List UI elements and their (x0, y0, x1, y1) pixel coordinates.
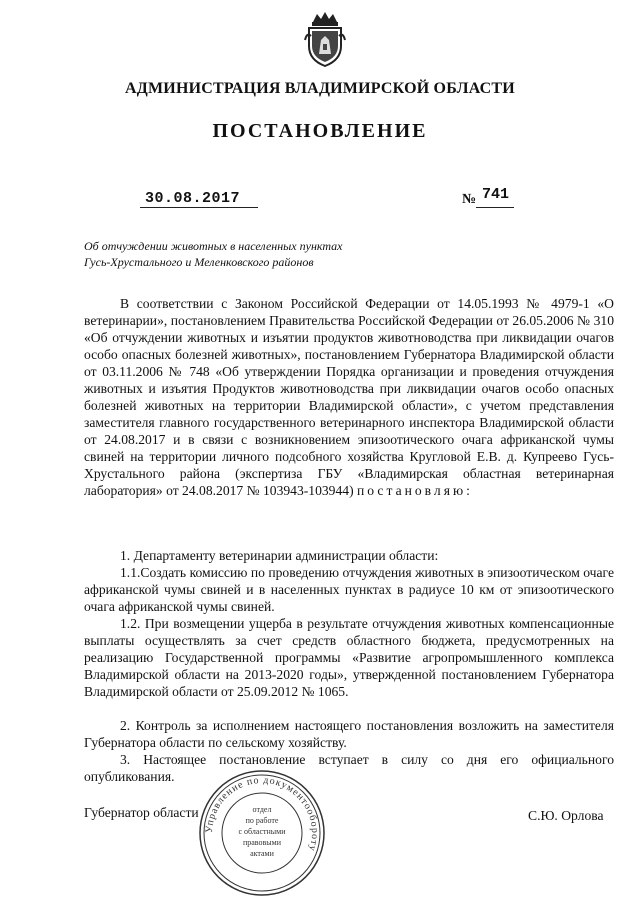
clause-1: 1. Департаменту ветеринарии администрации области: (120, 548, 439, 563)
date-underline (140, 207, 258, 208)
stamp-line-3: с областными (238, 827, 286, 836)
subject-line-1: Об отчуждении животных в населенных пунктах (84, 239, 343, 253)
number-label: № (462, 192, 477, 207)
stamp-line-4: правовыми (242, 838, 282, 847)
organization-name: АДМИНИСТРАЦИЯ ВЛАДИМИРСКОЙ ОБЛАСТИ (125, 80, 515, 97)
resolution-keyword: постановляю: (357, 483, 473, 498)
number-underline (476, 207, 514, 208)
preamble-text: В соответствии с Законом Российской Федерации от 14.05.1993 № 4979-1 «О ветеринарии», постановлением Правительства Российской Федерации от 26.05.2006 № 310 «Об отчуждении животных и изъятии продуктов животноводства при ликвидации очагов особо опасных болезней животных», постановлением Губернатора Владимирской области от 03.11.2006 № 748 «Об утверждении Порядка организации и проведения отчуждения животных и изъятия Продуктов животноводства при ликвидации очагов особо опасных болезней животных на территории Владимирской области», с учетом представления заместителя главного государственного ветеринарного инспектора Владимирской области от 24.08.2017 и в связи с возникновением эпизоотического очага африканской чумы свиней на территории личного подсобного хозяйства Кругловой Е.В. д. Купреево Гусь-Хрустального района (экспертиза ГБУ «Владимирская областная ветеринарная лаборатория» от 24.08.2017 № 103943-103944) (84, 296, 614, 498)
subject-line-2: Гусь-Хрустального и Меленковского районов (84, 255, 314, 269)
document-subject (84, 238, 343, 270)
clause-3: 3. Настоящее постановление вступает в силу со дня его официального опубликования. (84, 752, 614, 784)
coat-of-arms-icon (303, 10, 347, 68)
document-date: 30.08.2017 (145, 190, 241, 207)
clause-1-1: 1.1.Создать комиссию по проведению отчуждения животных в эпизоотическом очаге африканской чумы свиней и в населенных пунктах в радиусе 10 км от эпизоотического очага африканской чумы свиней. (84, 565, 614, 614)
office-stamp (197, 768, 327, 898)
clause-1-2: 1.2. При возмещении ущерба в результате отчуждения животных компенсационные выплаты осуществлять за счет средств областного бюджета, предусмотренных на реализацию Государственной программы «Развитие агропромышленного комплекса Владимирской области на 2013-2020 годы», утвержденной постановлением Губернатора Владимирской области от 25.09.2012 № 1065. (84, 616, 614, 699)
clause-2: 2. Контроль за исполнением настоящего постановления возложить на заместителя Губернатора области по сельскому хозяйству. (84, 718, 614, 750)
stamp-ring-text: Управление по документообороту (203, 774, 321, 854)
stamp-line-1: отдел (252, 805, 272, 814)
document-number: 741 (482, 186, 510, 203)
preamble-paragraph (84, 295, 614, 499)
signatory-title: Губернатор области (84, 805, 199, 820)
stamp-line-2: по работе (245, 816, 279, 825)
document-type: ПОСТАНОВЛЕНИЕ (212, 120, 428, 142)
signatory-name: С.Ю. Орлова (528, 808, 604, 823)
stamp-line-5: актами (250, 849, 274, 858)
